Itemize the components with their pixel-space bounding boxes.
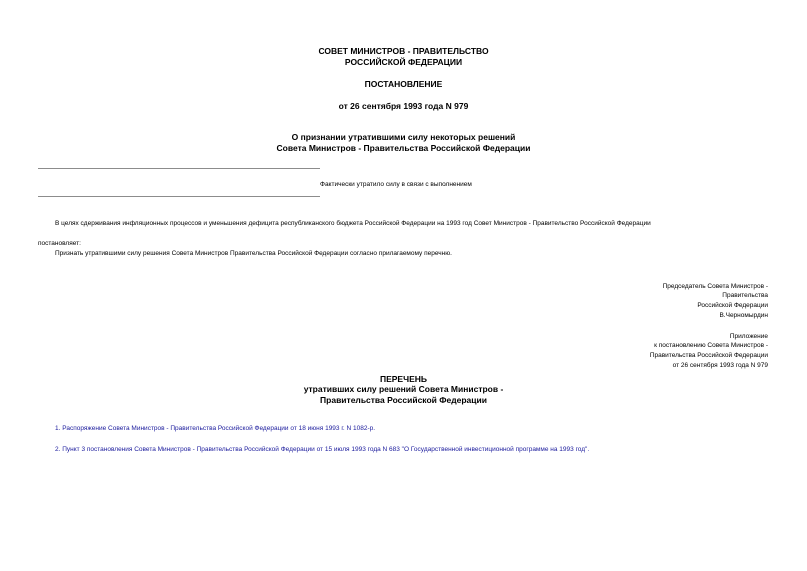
org-name-line2: РОССИЙСКОЙ ФЕДЕРАЦИИ — [344, 57, 463, 67]
signature-line1: Председатель Совета Министров - — [662, 283, 768, 290]
doc-title-line2: Совета Министров - Правительства Российской Федерации — [276, 143, 531, 153]
appendix-line4: от 26 сентября 1993 года N 979 — [672, 362, 768, 369]
doc-date: от 26 сентября 1993 года N 979 — [338, 101, 469, 111]
signature-line3: Российской Федерации — [697, 302, 768, 309]
status-rule-top — [38, 168, 320, 169]
appendix-line1: Приложение — [729, 333, 768, 340]
org-name-line1: СОВЕТ МИНИСТРОВ - ПРАВИТЕЛЬСТВО — [318, 46, 489, 56]
signature-line2: Правительства — [722, 292, 768, 299]
list-title-line2: утративших силу решений Совета Министров - — [303, 384, 504, 394]
doc-type: ПОСТАНОВЛЕНИЕ — [364, 79, 443, 89]
body-paragraph-1: В целях сдерживания инфляционных процессов и уменьшения дефицита республиканского бюджета Российской Федерации на 1993 год Совет Министров - Правительство Российской Федерации — [55, 220, 651, 227]
list-item-link-1[interactable]: 1. Распоряжение Совета Министров - Правительства Российской Федерации от 18 июня 1993 г. N 1082-р. — [55, 425, 376, 432]
list-item-link-2[interactable]: 2. Пункт 3 постановления Совета Министров - Правительства Российской Федерации от 15 июля 1993 года N 683 "О Государственной инвестиционной программе на 1993 год". — [55, 446, 590, 453]
status-note: Фактически утратило силу в связи с выполнением — [320, 181, 472, 188]
appendix-line2: к постановлению Совета Министров - — [654, 342, 768, 349]
body-paragraph-2: постановляет: — [38, 240, 81, 247]
doc-title-line1: О признании утратившими силу некоторых решений — [291, 132, 516, 142]
status-rule-bottom — [38, 196, 320, 197]
body-paragraph-3: Признать утратившими силу решения Совета Министров Правительства Российской Федерации согласно прилагаемому перечню. — [55, 250, 452, 257]
appendix-line3: Правительства Российской Федерации — [649, 352, 768, 359]
signature-name: В.Черномырдин — [719, 312, 768, 319]
list-title-line1: ПЕРЕЧЕНЬ — [379, 374, 427, 384]
list-title-line3: Правительства Российской Федерации — [320, 395, 487, 405]
